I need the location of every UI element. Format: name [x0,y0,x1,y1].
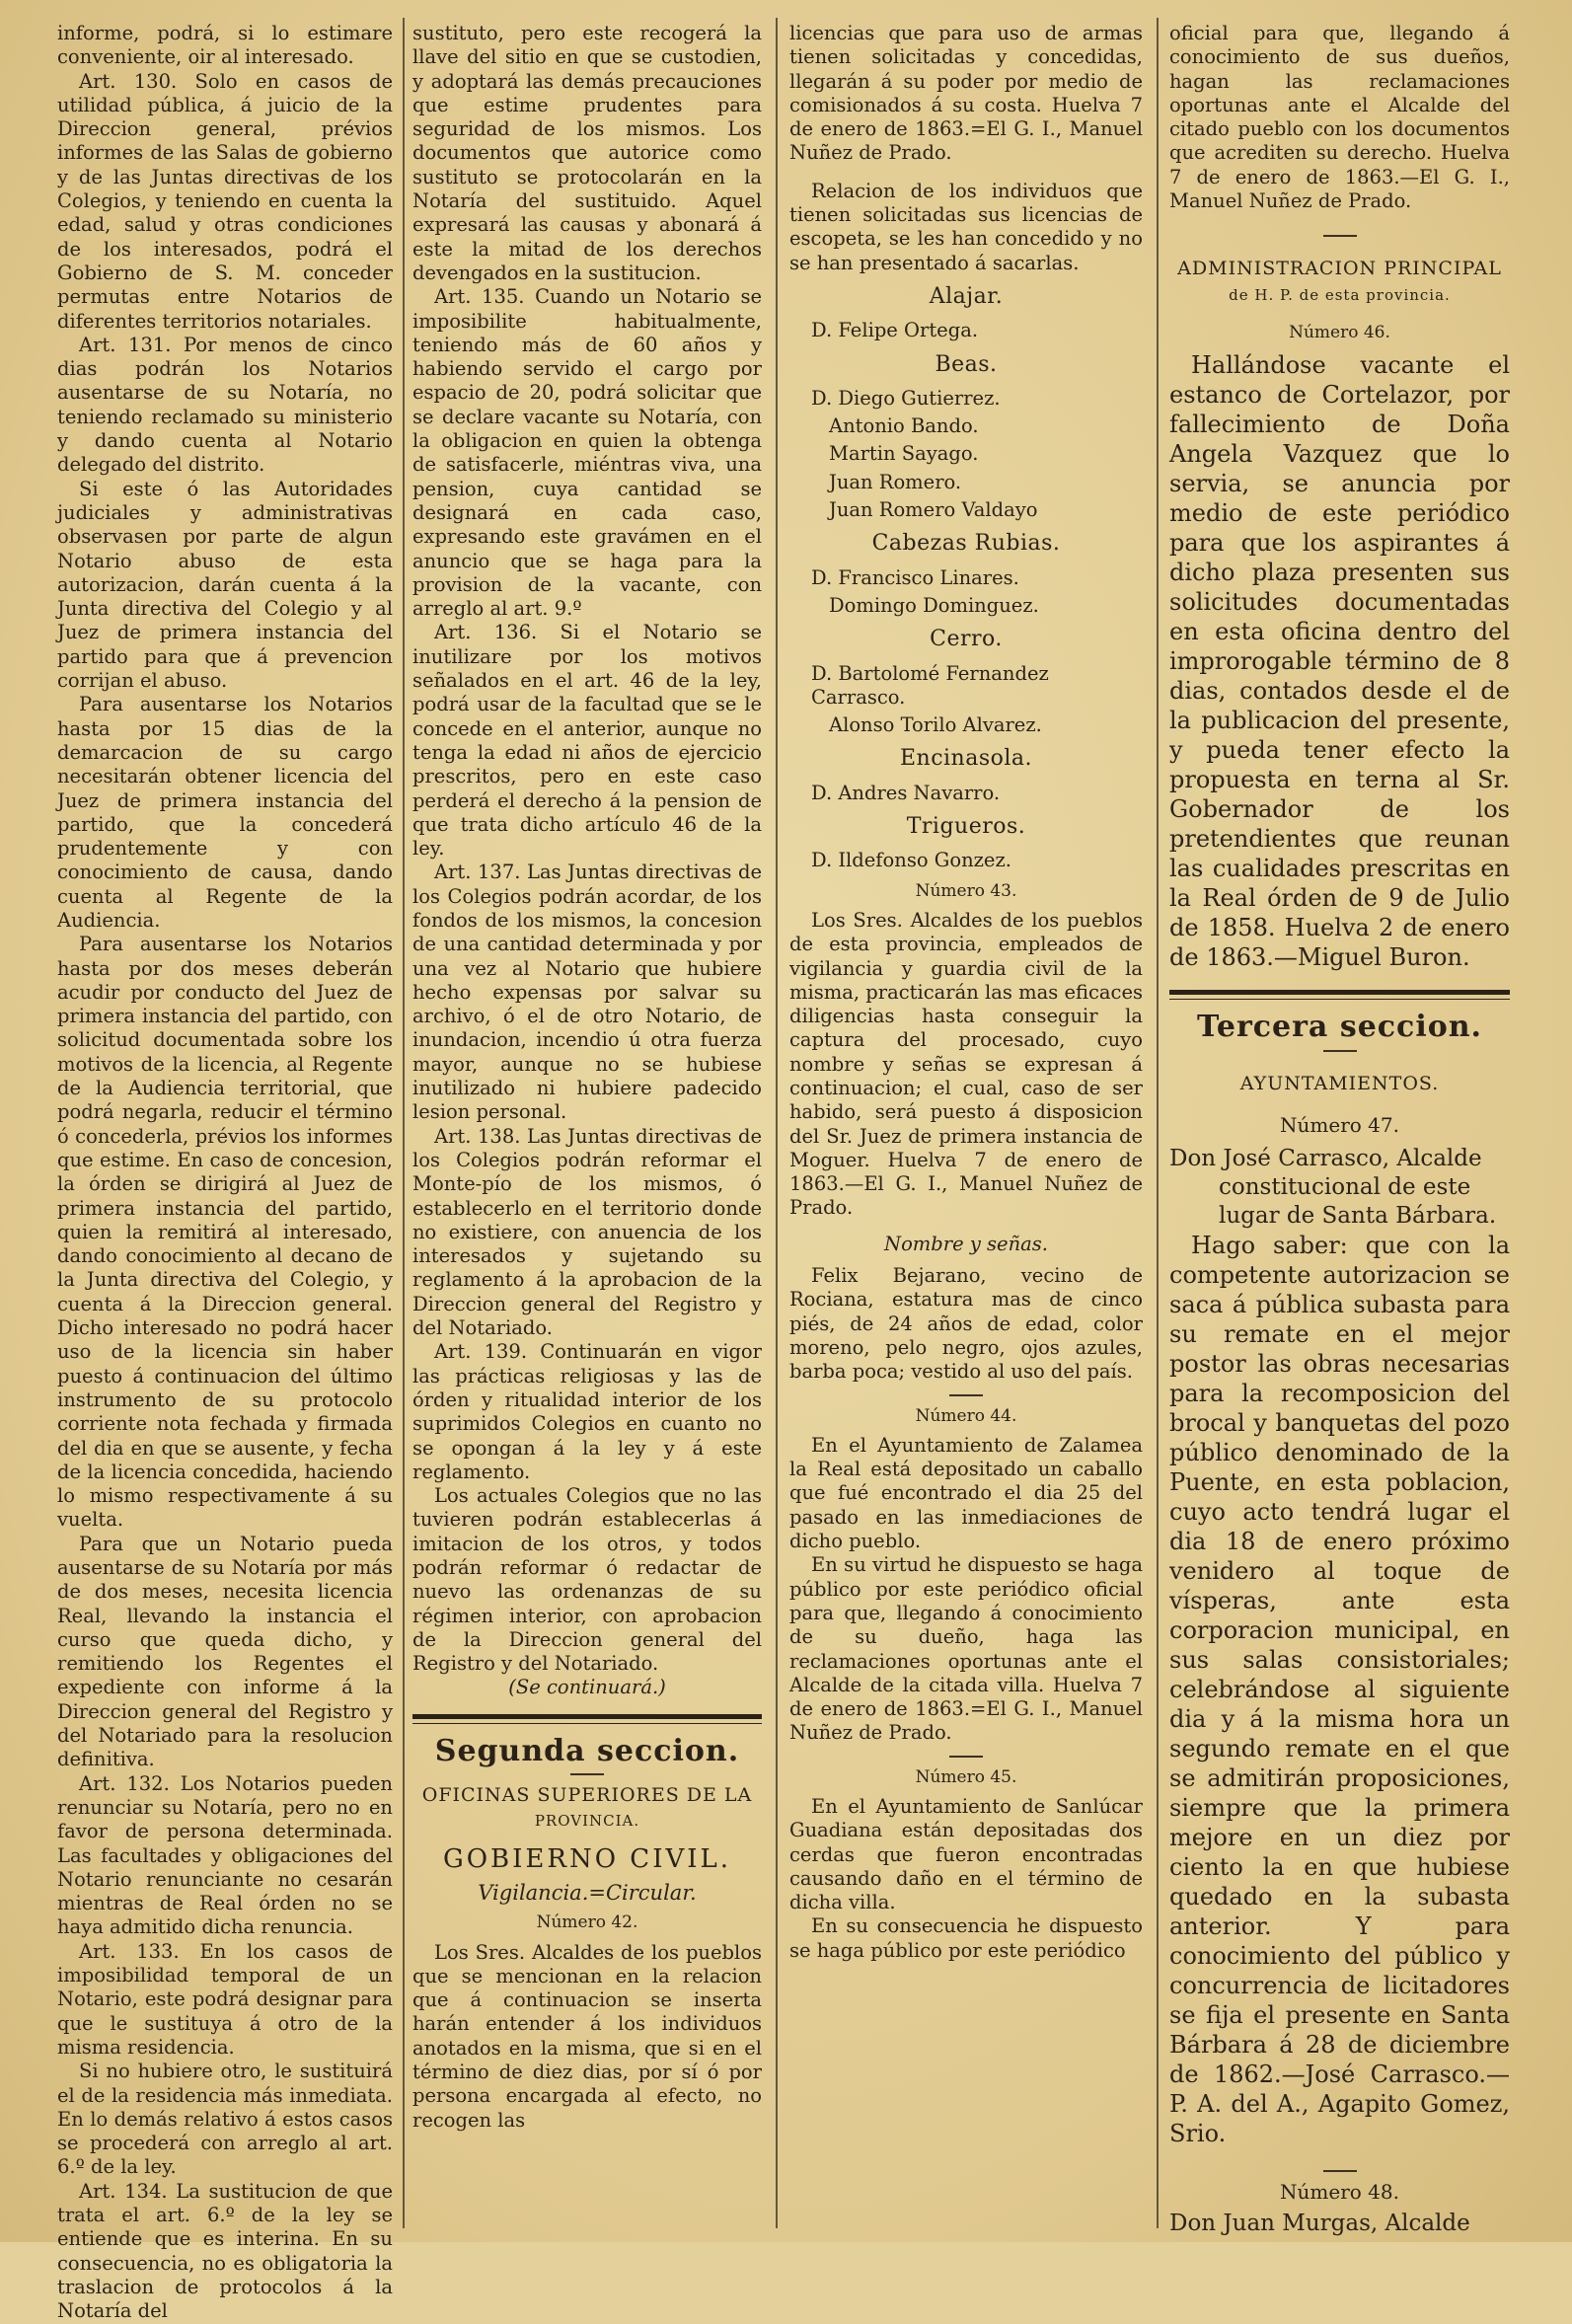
notice-47-name-line: Don José Carrasco, Alcalde [1169,1146,1482,1172]
notice-number-48: Número 48. [1280,2180,1399,2205]
section-rule [412,1714,762,1719]
paragraph: Para ausentarse los Notarios hasta por 15 dias de la demarcacion de su cargo necesitarán obtener licencia del Juez de primera instancia del partido, que la concederá prudentemente y con conocimiento de causa, dando cuenta al Regente de la Audiencia. [57,693,393,932]
relacion-heading: Relacion de los individuos que tienen solicitadas sus licencias de escopeta, se les han concedido y no se han presentado á sacarlas. [789,179,1143,274]
divider-dash [949,1394,983,1396]
place-heading: Beas. [935,351,998,377]
notice-number-43: Número 43. [915,880,1017,901]
notice-47-name-line: constitucional de este lugar de Santa Bárbara. [1219,1174,1497,1230]
section-rule [1169,999,1510,1000]
notice-47-text: Hago saber: que con la competente autorizacion se saca á pública subasta para su remate en el mejor postor las obras necesarias para la recomposicion del brocal y banquetas del pozo público denominado de la Puente, en esta poblacion, cuyo acto tendrá lugar el dia 18 de enero próximo venidero al toque de vísperas, ante esta corporacion municipal, en sus salas consistoriales; celebrándose al siguiente dia y á la misma hora un segundo remate en el que se admitirán proposiciones, siempre que la primera mejore en un diez por ciento la en que hubiese quedado en la subasta anterior. Y para conocimiento del público y concurrencia de licitadores se fija el presente en Santa Bárbara á 28 de diciembre de 1862.—José Carrasco.—P. A. del A., Agapito Gomez, Srio. [1169,1232,1510,2148]
notice-number-42: Número 42. [536,1912,638,1933]
divider-dash [570,1773,604,1775]
paragraph: Si no hubiere otro, le sustituirá el de la residencia más inmediata. En lo demás relativo á estos casos se procederá con arreglo al art. 6.º de la ley. [57,2060,393,2179]
list-item: D. Felipe Ortega. [811,319,979,342]
subheading-hacienda: de H. P. de esta provincia. [1229,285,1451,304]
divider-dash [1323,235,1357,237]
paragraph: informe, podrá, si lo estimare conveniente, oir al interesado. [57,22,393,69]
divider-dash [1323,2170,1357,2172]
notice-number-44: Número 44. [915,1405,1017,1426]
article-135: Art. 135. Cuando un Notario se imposibilite habitualmente, teniendo más de 60 años y habiendo servido el cargo por espacio de 20, podrá solicitar que se declare vacante su Notaría, con la obligacion en quien la obtenga de satisfacerle, miéntras viva, una pension, cuya cantidad se designará en cada caso, expresando este gravámen en el anuncio que se haga para la provision de la vacante, con arreglo al art. 9.º [412,285,762,621]
subheading-provincia: PROVINCIA. [534,1812,640,1831]
paragraph: Los actuales Colegios que no las tuvieren podrán establecerlas á imitacion de los otros, y todos podrán reformar ó redactar de nuevo las ordenanzas de su régimen interior, con aprobacion de la Direccion general del Registro y del Notariado. [412,1484,762,1676]
list-item: Juan Romero. [829,470,962,493]
senas-heading: Nombre y señas. [884,1232,1048,1255]
heading-administracion: ADMINISTRACION PRINCIPAL [1177,258,1502,280]
section-title-segunda: Segunda seccion. [434,1733,740,1768]
paragraph: oficial para que, llegando á conocimiento de sus dueños, hagan las reclamaciones oportunas ante el Alcalde del citado pueblo con los documentos que acrediten su derecho. Huelva 7 de enero de 1863.—El G. I., Manuel Nuñez de Prado. [1169,22,1510,213]
place-heading: Encinasola. [899,746,1033,772]
list-item: Domingo Dominguez. [829,593,1039,617]
notice-42-text: Los Sres. Alcaldes de los pueblos que se mencionan en la relacion que á continuacion se inserta harán entender á los individuos anotados en la misma, que si en el término de diez dias, por sí ó por persona encargada al efecto, no recogen las [412,1940,762,2132]
column-2 [412,22,762,2232]
paragraph: Si este ó las Autoridades judiciales y administrativas observasen por parte de algun Notario abuso de esta autorizacion, darán cuenta á la Junta directiva del Colegio y al Juez de primera instancia del partido para que á prevencion corrijan el abuso. [57,477,393,693]
list-item: D. Andres Navarro. [811,781,1001,804]
place-heading: Cabezas Rubias. [871,531,1061,557]
list-item: Alonso Torilo Alvarez. [829,713,1042,737]
column-divider [1157,18,1159,2228]
paragraph: Para ausentarse los Notarios hasta por dos meses deberán acudir por conducto del Juez de primera instancia del partido, con solicitud documentada sobre los motivos de la licencia, al Regente de la Audiencia territorial, que podrá negarla, reducir el término ó concederla, prévios los informes que estime. En caso de concesion, la órden se dirigirá al Juez de primera instancia del partido, quien la remitirá al interesado, dando conocimiento al decano de la Junta directiva del Colegio, y cuenta á la Direccion general. Dicho interesado no podrá hacer uso de la licencia sin haber puesto á continuacion del último instrumento de su protocolo corriente nota fechada y firmada del dia en que se ausente, y fecha de la licencia concedida, haciendo lo mismo respectivamente á su vuelta. [57,933,393,1532]
heading-ayuntamientos: AYUNTAMIENTOS. [1239,1072,1440,1094]
article-132: Art. 132. Los Notarios pueden renunciar su Notaría, pero no en favor de persona determinada. Las facultades y obligaciones del Notario renunciante no cesarán mientras de Real órden no se haya admitido dicha renuncia. [57,1771,393,1939]
notice-45-text: En el Ayuntamiento de Sanlúcar Guadiana están depositadas dos cerdas que fueron encontradas causando daño en el término de dicha villa. [789,1795,1143,1914]
section-rule [412,1723,762,1724]
notice-44-text: En el Ayuntamiento de Zalamea la Real está depositado un caballo que fué encontrado el dia 25 del pasado en las inmediaciones de dicho pueblo. [789,1433,1143,1553]
senas-text: Felix Bejarano, vecino de Rociana, estatura mas de cinco piés, de 24 años de edad, color moreno, pelo negro, ojos azules, barba poca; vestido al uso del país. [789,1264,1143,1384]
article-137: Art. 137. Las Juntas directivas de los Colegios podrán acordar, de los fondos de los mismos, la concesion de una cantidad determinada y por una vez al Notario que hubiere hecho expensas por salvar su archivo, ó el de otro Notario, de inundacion, incendio ú otra fuerza mayor, aunque no se hubiese inutilizado ni hubiere padecido lesion personal. [412,861,762,1124]
article-138: Art. 138. Las Juntas directivas de los Colegios podrán reformar el Monte-pío de los mismos, ó establecerlo en el territorio donde no existiere, con anuencia de los interesados y sujetando su reglamento á la aprobacion de la Direccion general del Registro y del Notariado. [412,1124,762,1340]
list-item: D. Ildefonso Gonzez. [811,849,1011,872]
section-rule [1169,990,1510,995]
column-1 [57,22,393,2323]
column-divider [776,18,778,2228]
article-136: Art. 136. Si el Notario se inutilizare por los motivos señalados en el art. 46 de la ley, podrá usar de la facultad que se le concede en el anterior, aunque no tenga la edad ni años de ejercicio prescritos, pero en este caso perderá el derecho á la pension de que trata dicho artículo 46 de la ley. [412,621,762,861]
article-134: Art. 134. La sustitucion de que trata el art. 6.º de la ley se entiende que es interina. En su consecuencia, no es obligatoria la traslacion de protocolos á la Notaría del [57,2179,393,2323]
continuara-note: (Se continuará.) [508,1676,666,1699]
column-3 [789,22,1143,2232]
article-139: Art. 139. Continuarán en vigor las prácticas religiosas y las de órden y ritualidad interior de los suprimidos Colegios en cuanto no se opongan á la ley y á este reglamento. [412,1340,762,1483]
place-heading: Cerro. [930,627,1003,652]
article-133: Art. 133. En los casos de imposibilidad temporal de un Notario, este podrá designar para que le sustituya á otro de la misma residencia. [57,1939,393,2059]
notice-number-47: Número 47. [1280,1112,1399,1137]
heading-oficinas: OFICINAS SUPERIORES DE LA [421,1784,753,1807]
notice-47-name [1169,1145,1510,1231]
article-131: Art. 131. Por menos de cinco dias podrán los Notarios ausentarse de su Notaría, no teniendo reclamado su ministerio y dando cuenta al Notario delegado del distrito. [57,333,393,477]
heading-gobierno-civil: GOBIERNO CIVIL. [442,1843,732,1874]
list-item: D. Bartolomé Fernandez Carrasco. [811,661,1049,709]
article-130: Art. 130. Solo en casos de utilidad pública, á juicio de la Direccion general, prévios informes de las Salas de gobierno y de las Juntas directivas de los Colegios, y teniendo en cuenta la edad, salud y otras condiciones de los interesados, podrá el Gobierno de S. M. conceder permutas entre Notarios de diferentes territorios notariales. [57,69,393,333]
divider-dash [1323,1050,1357,1052]
list-item: Martin Sayago. [829,442,979,466]
list-item: D. Francisco Linares. [811,565,1019,589]
notice-46-text: Hallándose vacante el estanco de Cortelazor, por fallecimiento de Doña Angela Vazquez que lo servia, se anuncia por medio de este periódico para que los aspirantes á dicho plaza presenten sus solicitudes documentadas en esta oficina dentro del improrogable término de 8 dias, contados desde el de la publicacion del presente, y pueda tener efecto la propuesta en terna al Sr. Gobernador de los pretendientes que reunan las cualidades prescritas en la Real órden de 9 de Julio de 1858. Huelva 2 de enero de 1863.—Miguel Buron. [1169,351,1510,972]
section-title-tercera: Tercera seccion. [1197,1010,1482,1045]
list-item: Antonio Bando. [829,414,979,438]
notice-44-text: En su virtud he dispuesto se haga público por este periódico oficial para que, llegando á conocimiento de su dueño, haga las reclamaciones oportunas ante el Alcalde de la citada villa. Huelva 7 de enero de 1863.=El G. I., Manuel Nuñez de Prado. [789,1553,1143,1745]
notice-45-text: En su consecuencia he dispuesto se haga público por este periódico [789,1914,1143,1962]
column-4 [1169,22,1510,2237]
notice-number-45: Número 45. [915,1766,1017,1787]
column-divider [403,18,405,2228]
paragraph: sustituto, pero este recogerá la llave del sitio en que se custodien, y adoptará las demás precauciones que estime prudentes para seguridad de los mismos. Los documentos que autorice como sustituto se protocolarán en la Notaría del sustituido. Aquel expresará las causas y abonará á este la mitad de los derechos devengados en la sustitucion. [412,22,762,284]
list-item: D. Diego Gutierrez. [811,386,1001,410]
place-heading: Alajar. [929,283,1004,309]
heading-vigilancia: Vigilancia.=Circular. [478,1880,697,1905]
notice-number-46: Número 46. [1289,322,1390,342]
divider-dash [949,1756,983,1758]
paragraph: Para que un Notario pueda ausentarse de su Notaría por más de dos meses, necesita licencia Real, llevando la instancia el curso que queda dicho, y remitiendo los Regentes el expediente con informe á la Direccion general del Registro y del Notariado para la resolucion definitiva. [57,1532,393,1771]
paragraph: licencias que para uso de armas tienen solicitadas y concedidas, llegarán á su poder por medio de comisionados á su costa. Huelva 7 de enero de 1863.=El G. I., Manuel Nuñez de Prado. [789,22,1143,165]
place-heading: Trigueros. [906,814,1026,840]
notice-48-name: Don Juan Murgas, Alcalde [1169,2211,1470,2237]
list-item: Juan Romero Valdayo [829,498,1038,522]
notice-43-text: Los Sres. Alcaldes de los pueblos de esta provincia, empleados de vigilancia y guardia civil de la misma, practicarán las mas eficaces diligencias hasta conseguir la captura del procesado, cuyo nombre y señas se expresan á continuacion; el cual, caso de ser habido, será puesto á disposicion del Sr. Juez de primera instancia de Moguer. Huelva 7 de enero de 1863.—El G. I., Manuel Nuñez de Prado. [789,908,1143,1220]
